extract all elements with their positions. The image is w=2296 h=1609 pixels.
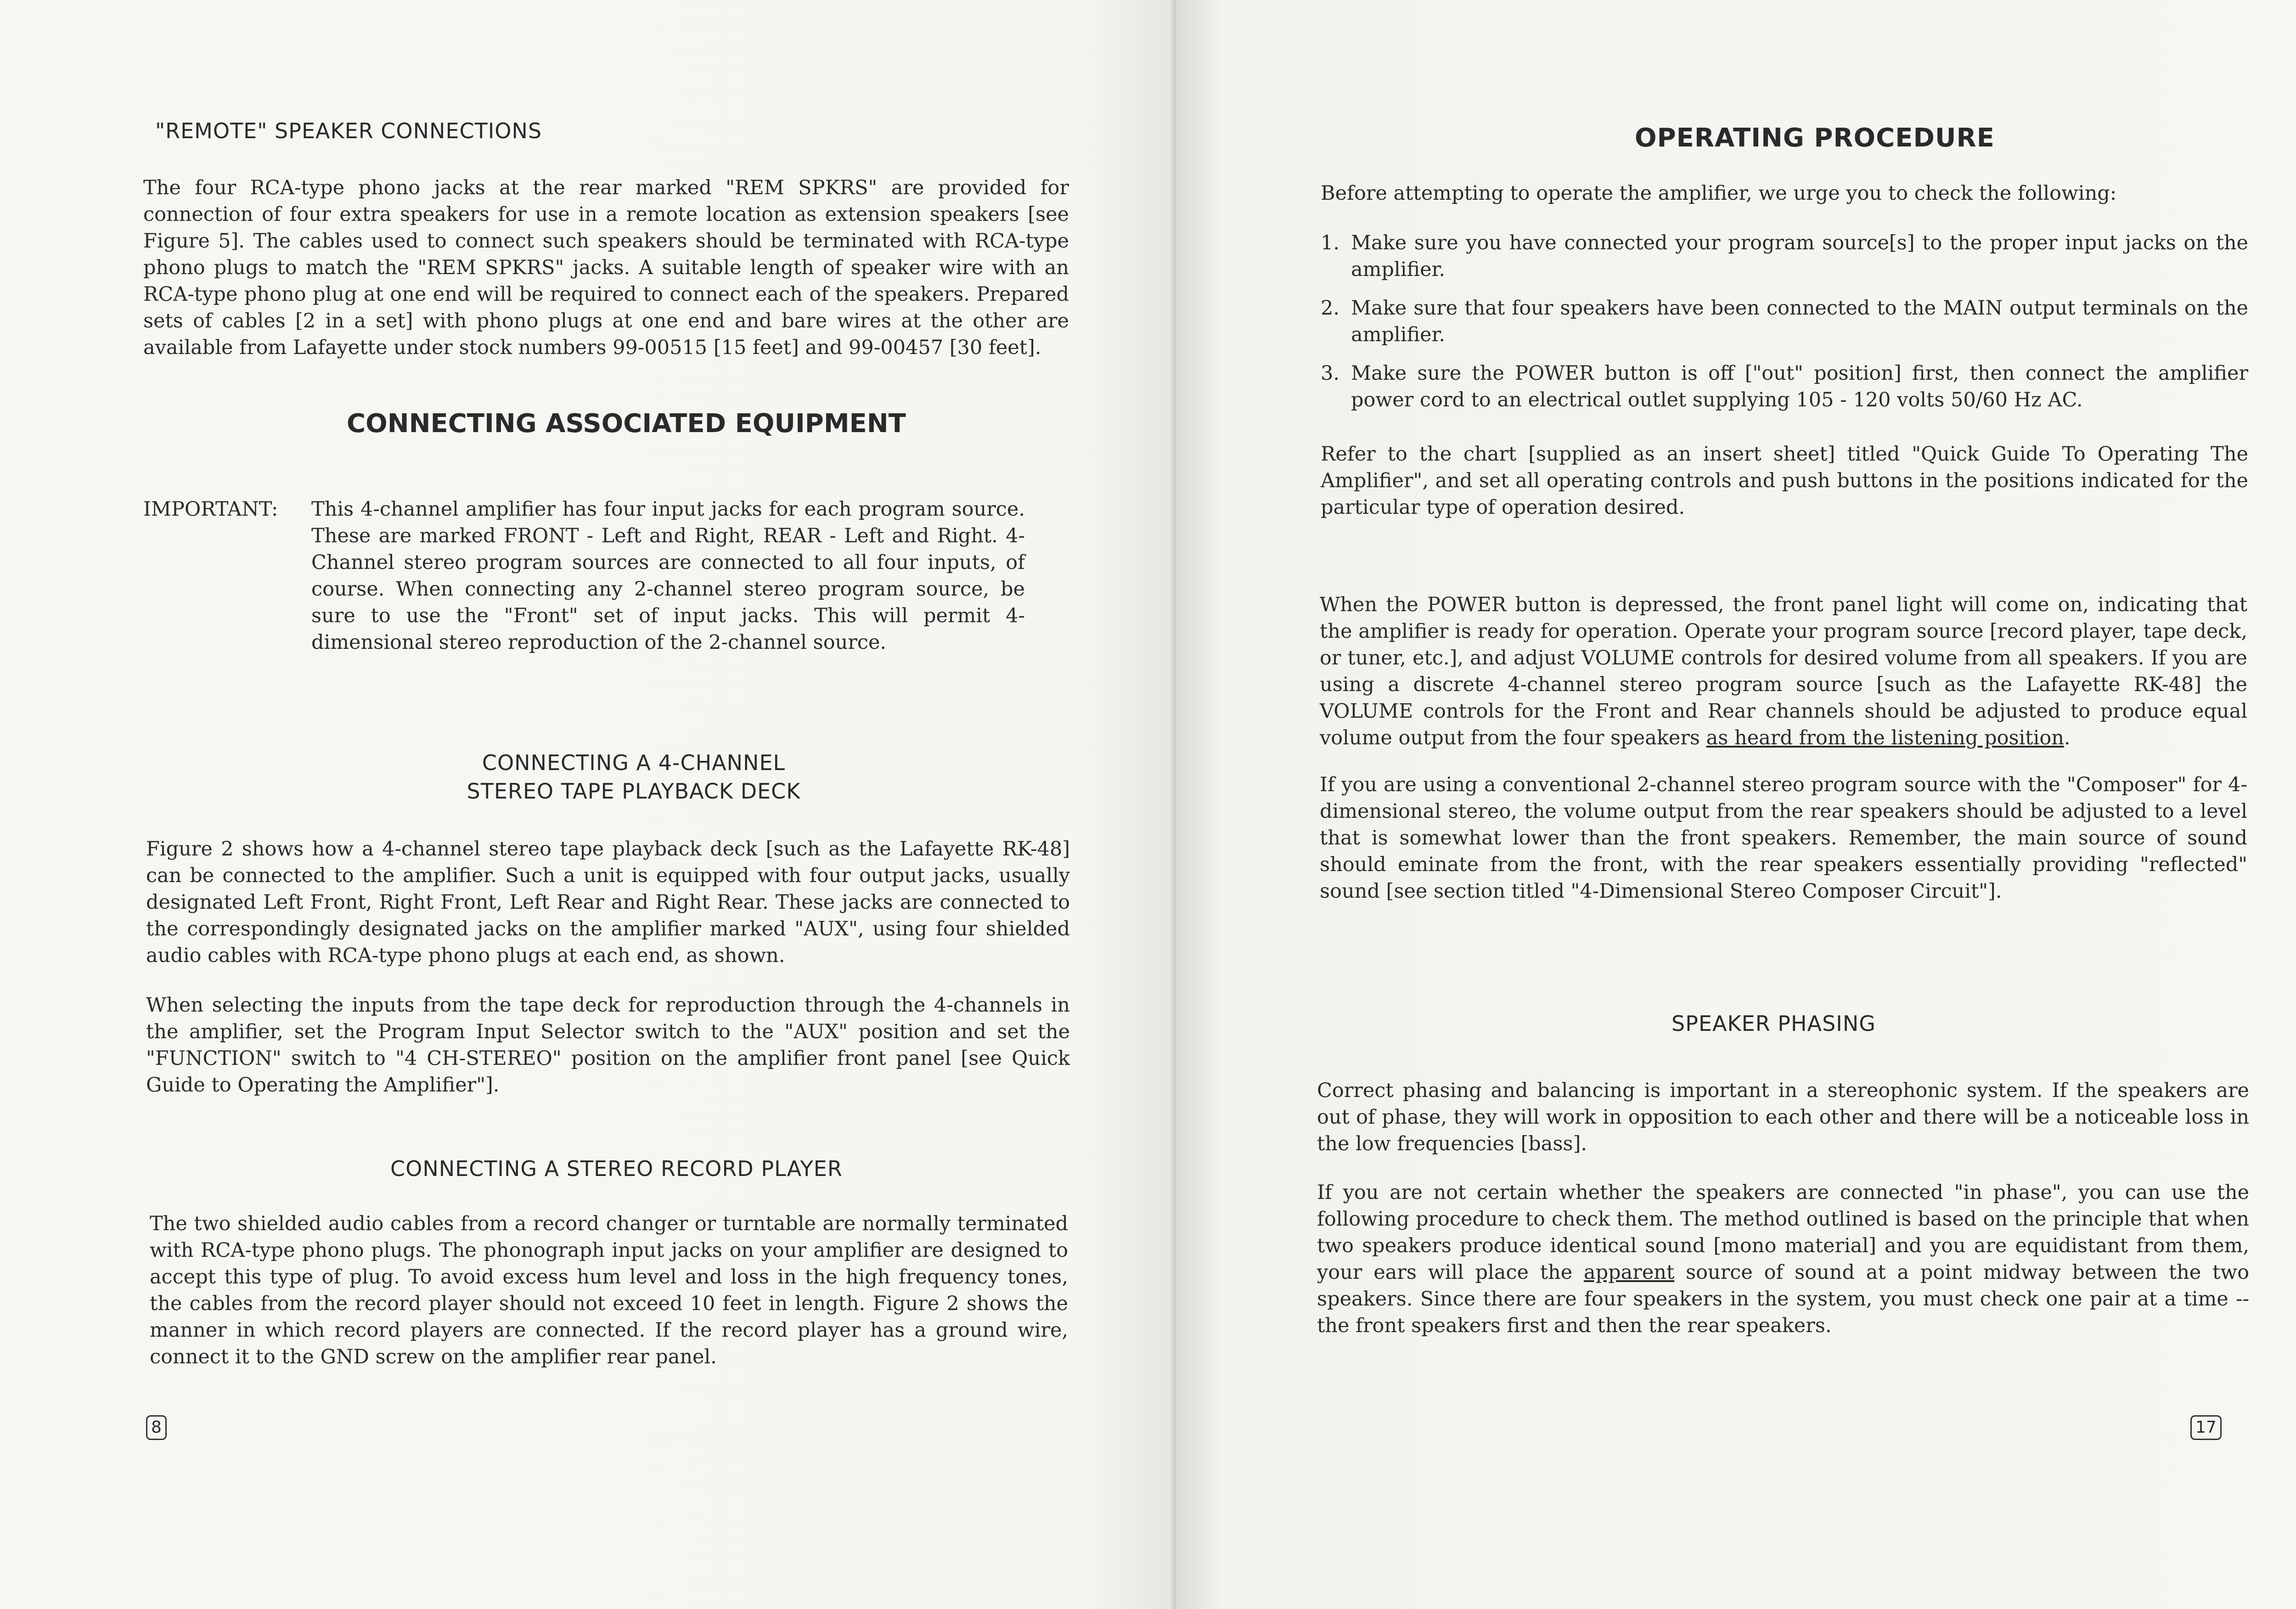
tape-deck-heading <box>432 748 836 805</box>
speaker-phasing-heading: SPEAKER PHASING <box>1671 1011 1876 1036</box>
phasing-method-paragraph <box>1317 1179 2249 1339</box>
operating-procedure-heading: OPERATING PROCEDURE <box>1635 123 1995 153</box>
apparent-underlined: apparent <box>1583 1261 1675 1284</box>
power-button-paragraph: When the POWER button is depressed, the front panel light will come on, indicating that the amplifier is ready for operation. Operate your program source [record player, tape deck, or tuner, etc.], and adjust VOLUME controls for desired volume from all speakers. If you are using a discrete 4-channel stereo program source [such as the Lafayette RK-48] the VOLUME controls for the Front and Rear channels should be adjusted to produce equal volume output from the four speakers as heard from the listening position. <box>1320 593 2247 749</box>
list-item-text: Make sure you have connected your program source[s] to the proper input jacks on the amplifier. <box>1351 231 2248 281</box>
power-paragraph-text: When the POWER button is depressed, the front panel light will come on, indicating that the amplifier is ready for operation. Operate your program source [record player, tape deck, or tuner, etc.], and adjust VOLUME controls for desired volume from all speakers. If you are using a discrete 4-channel stereo program source [such as the Lafayette RK-48] the VOLUME controls for the Front and Rear channels should be adjusted to produce equal volume output from the four speakers <box>1320 593 2247 749</box>
method-text-b: source of sound at a point midway between the two speakers. Since there are four speakers in the system, you must check one pair at a time -- the front speakers first and then the rear speakers. <box>1317 1261 2249 1337</box>
list-item <box>1321 230 2248 283</box>
list-item-number: 2. <box>1321 297 1340 320</box>
list-item-text: Make sure that four speakers have been connected to the MAIN output terminals on the amplifier. <box>1351 297 2248 346</box>
remote-speaker-heading: "REMOTE" SPEAKER CONNECTIONS <box>155 118 542 143</box>
page-number-right: 17 <box>2190 1415 2222 1440</box>
list-item-number: 3. <box>1321 362 1340 385</box>
correct-phasing-paragraph: Correct phasing and balancing is important in a stereophonic system. If the speakers are out of phase, they will work in opposition to each other and there will be a noticeable loss in the low frequencies [bass]. <box>1317 1079 2249 1155</box>
important-note <box>143 496 1025 656</box>
important-label: IMPORTANT: <box>143 498 278 521</box>
tape-deck-paragraph-2: When selecting the inputs from the tape deck for reproduction through the 4-channels in the amplifier, set the Program Input Selector switch to the "AUX" position and set the "FUNCTION" switch to "4 CH-STEREO" position on the amplifier front panel [see Quick Guide to Operating the Amplifier"]. <box>146 994 1070 1097</box>
record-player-heading: CONNECTING A STEREO RECORD PLAYER <box>390 1156 843 1181</box>
right-page <box>1176 0 2296 1609</box>
record-player-paragraph: The two shielded audio cables from a record changer or turntable are normally terminated with RCA-type phono plugs. The phonograph input jacks on your amplifier are designed to accept this type of plug. To avoid excess hum level and loss in the high frequency tones, the cables from the record player should not exceed 10 feet in length. Figure 2 shows the manner in which record players are connected. If the record player has a ground wire, connect it to the GND screw on the amplifier rear panel. <box>150 1212 1068 1368</box>
refer-chart-paragraph: Refer to the chart [supplied as an insert sheet] titled "Quick Guide To Operating The Amplifier", and set all operating controls and push buttons in the positions indicated for the particular type of operation desired. <box>1321 443 2248 519</box>
tape-deck-paragraph-1: Figure 2 shows how a 4-channel stereo tape playback deck [such as the Lafayette RK-48] can be connected to the amplifier. Such a unit is equipped with four output jacks, usually designated Left Front, Right Front, Left Rear and Right Rear. These jacks are connected to the correspondingly designated jacks on the amplifier marked "AUX", using four shielded audio cables with RCA-type phono plugs at each end, as shown. <box>146 838 1070 967</box>
list-item-number: 1. <box>1321 231 1340 254</box>
method-text-a: If you are not certain whether the speakers are connected "in phase", you can use the following procedure to check them. The method outlined is based on the principle that when two speakers produce identical sound [mono material] and you are equidistant from them, your ears will place the <box>1317 1181 2249 1284</box>
composer-paragraph: If you are using a conventional 2-channel stereo program source with the "Composer" for 4-dimensional stereo, the volume output from the rear speakers should be adjusted to a level that is somewhat lower than the front speakers. Remember, the main source of sound should eminate from the front, with the rear speakers essentially providing "reflected" sound [see section titled "4-Dimensional Stereo Composer Circuit"]. <box>1320 773 2247 903</box>
list-item-text: Make sure the POWER button is off ["out" position] first, then connect the amplifier power cord to an electrical outlet supplying 105 - 120 volts 50/60 Hz AC. <box>1351 362 2248 411</box>
listening-position-underlined: as heard from the listening position <box>1706 726 2064 749</box>
list-item <box>1321 295 2248 348</box>
page-number-left: 8 <box>146 1415 167 1440</box>
operating-checklist <box>1321 230 2248 425</box>
important-text: This 4-channel amplifier has four input jacks for each program source. These are marked FRONT - Left and Right, REAR - Left and Right. 4-Channel stereo program sources are connected to all four inputs, of course. When connecting any 2-channel stereo program source, be sure to use the "Front" set of input jacks. This will permit 4-dimensional stereo reproduction of the 2-channel source. <box>311 498 1025 654</box>
remote-speaker-paragraph: The four RCA-type phono jacks at the rear marked "REM SPKRS" are provided for connection of four extra speakers for use in a remote location as extension speakers [see Figure 5]. The cables used to connect such speakers should be terminated with RCA-type phono plugs to match the "REM SPKRS" jacks. A suitable length of speaker wire with an RCA-type phono plug at one end will be required to connect each of the speakers. Prepared sets of cables [2 in a set] with phono plugs at one end and bare wires at the other are available from Lafayette under stock numbers 99-00515 [15 feet] and 99-00457 [30 feet]. <box>143 176 1069 359</box>
tape-heading-line-1: CONNECTING A 4-CHANNEL <box>482 750 786 775</box>
list-item <box>1321 360 2248 413</box>
associated-equipment-heading: CONNECTING ASSOCIATED EQUIPMENT <box>347 409 906 439</box>
operating-intro: Before attempting to operate the amplifier, we urge you to check the following: <box>1321 182 2117 205</box>
tape-heading-line-2: STEREO TAPE PLAYBACK DECK <box>467 779 801 804</box>
